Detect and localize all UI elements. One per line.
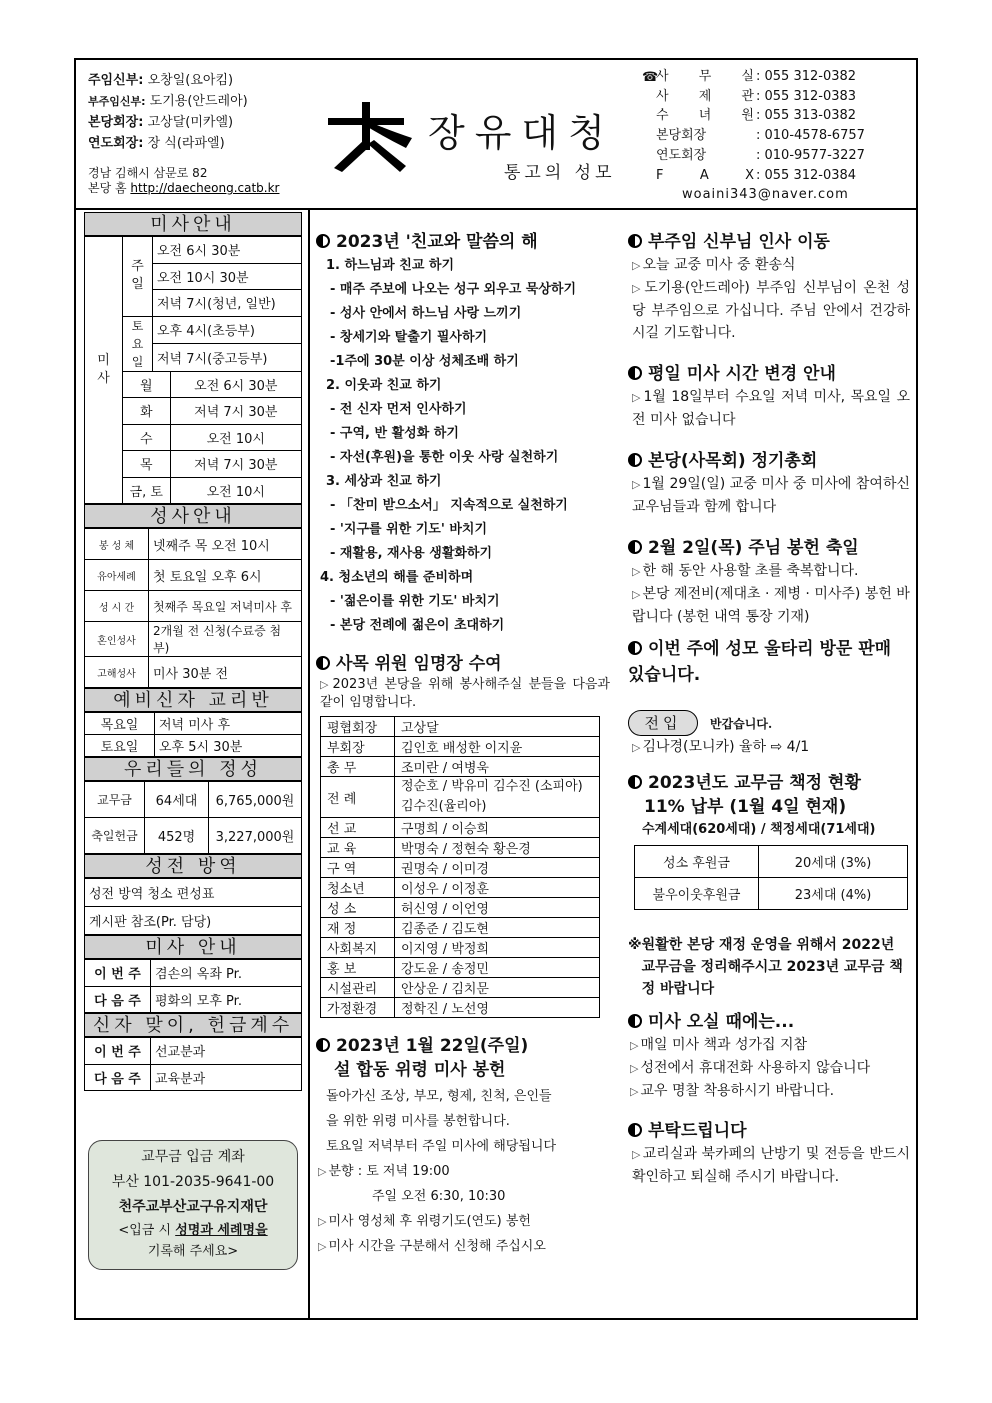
half-circle-icon bbox=[628, 453, 642, 467]
candlemas-title: 2월 2일(목) 주님 봉헌 축일 bbox=[628, 536, 910, 560]
appoint-names: 이지영 / 박정희 bbox=[395, 938, 600, 958]
contact-list bbox=[642, 67, 865, 205]
catechism-time: 오후 5시 30분 bbox=[155, 735, 302, 757]
sacrament-name: 고해성사 bbox=[85, 657, 149, 688]
appoint-role: 청소년 bbox=[321, 878, 395, 898]
clergy-name: 도기용(안드레아) bbox=[149, 94, 248, 109]
appoint-role: 교 육 bbox=[321, 838, 395, 858]
mass-time: 오후 4시(초등부) bbox=[153, 316, 302, 344]
weekday-time: 오전 10시 bbox=[170, 424, 301, 451]
offering-name: 교무금 bbox=[85, 782, 145, 818]
account-holder: 천주교부산교구유지재단 bbox=[118, 1199, 268, 1215]
appoint-role: 총 무 bbox=[321, 757, 395, 777]
appoint-role: 구 역 bbox=[321, 858, 395, 878]
weekday-label: 금, 토 bbox=[123, 477, 171, 504]
bulletin-frame bbox=[74, 58, 918, 1320]
request-text: 교리실과 북카페의 난방기 및 전등을 반드시 확인하고 퇴실해 주시기 바랍니다. bbox=[632, 1146, 910, 1185]
welcome-when: 이 번 주 bbox=[85, 1038, 151, 1065]
bulletin-header bbox=[76, 60, 916, 210]
address: 경남 김해시 삼문로 82 bbox=[88, 166, 208, 180]
sacrament-value: 넷째주 목 오전 10시 bbox=[149, 529, 302, 560]
appoint-role: 선 교 bbox=[321, 818, 395, 838]
sale-notice: 이번 주에 성모 울타리 방문 판매 있습니다. bbox=[628, 639, 892, 685]
catechism-time: 저녁 미사 후 bbox=[155, 713, 302, 735]
sacrament-table bbox=[84, 528, 302, 688]
mass-time: 오전 10시 30분 bbox=[153, 263, 302, 290]
transfer-badge: 전입 bbox=[628, 710, 698, 736]
guide-who: 겸손의 옥좌 Pr. bbox=[151, 960, 302, 987]
weekday-change-title: 평일 미사 시간 변경 안내 bbox=[628, 362, 910, 386]
appoint-names: 고상달 bbox=[395, 717, 600, 737]
weekday-label: 화 bbox=[123, 398, 171, 425]
general-meeting-title: 본당(사목회) 정기총회 bbox=[628, 449, 910, 473]
half-circle-icon bbox=[316, 234, 330, 248]
guard-table bbox=[84, 878, 302, 935]
contact-row: 연도회장 : 010-9577-3227 bbox=[656, 147, 865, 163]
theme-title: 2023년 '친교와 말씀의 해 bbox=[316, 230, 616, 254]
contact-row: 수 녀 원 : 055 313-0382 bbox=[656, 108, 857, 124]
appoint-names: 안상운 / 김치문 bbox=[395, 978, 600, 998]
farewell-text: 오늘 교중 미사 중 환송식 bbox=[642, 257, 796, 273]
half-circle-icon bbox=[316, 1038, 330, 1052]
weekday-label: 수 bbox=[123, 424, 171, 451]
contact-row: F A X : 055 312-0384 bbox=[656, 167, 857, 183]
clergy-name: 장 식(라파엘) bbox=[147, 136, 225, 151]
homepage-link[interactable]: http://daecheong.catb.kr bbox=[130, 181, 280, 195]
half-circle-icon bbox=[628, 1014, 642, 1028]
guard-item: 게시판 참조(Pr. 담당) bbox=[85, 907, 302, 935]
theme-list: 1. 하느님과 친교 하기 - 매주 주보에 나오는 성구 외우고 묵상하기 - 성사 안에서 하느님 사랑 느끼기 - 창세기와 탈출기 필사하기 -1주에 30분 이상 성체조배 하기 2. 이웃과 친교 하기 - 전 신자 먼저 인사하기 - 구역, 반 활성화 하기 - 자선(후원)을 통한 이웃 사랑 실천하기 3. 세상과 친교 하기 - 「찬미 받으소서」 지속적으로 실천하기 - '지구를 위한 기도' 바치기 - 재활용, 재사용 생활화하기 4. 청소년의 해를 준비하며 - '젊은이를 위한 기도' 바치기 - 본당 전례에 젊은이 초대하기 bbox=[320, 258, 577, 633]
appoint-role: 부회장 bbox=[321, 737, 395, 757]
saturday-label: 토 요 일 bbox=[123, 316, 153, 371]
offering-amount: 6,765,000원 bbox=[209, 782, 302, 818]
dues-value: 20세대 (3%) bbox=[759, 846, 908, 878]
offering-amount: 3,227,000원 bbox=[209, 818, 302, 854]
appoint-role: 성 소 bbox=[321, 898, 395, 918]
offering-count: 64세대 bbox=[145, 782, 209, 818]
left-column bbox=[84, 212, 302, 1091]
contact-row: 사 제 관 : 055 312-0383 bbox=[656, 88, 857, 104]
welcome-who: 교육분과 bbox=[151, 1064, 302, 1091]
transfer-text: 김나경(모니카) 율하 ⇨ 4/1 bbox=[642, 739, 810, 755]
dues-table bbox=[634, 845, 908, 910]
candlemas-text: 한 해 동안 사용할 초를 축복합니다. bbox=[642, 563, 859, 579]
guide-when: 이 번 주 bbox=[85, 960, 151, 987]
finance-notice: ※ 원활한 본당 재정 운영을 위해서 2022년 교무금을 정리해주시고 2023년 교무금 책정 바랍니다 bbox=[628, 937, 903, 997]
mass-come-item: 성전에서 휴대전화 사용하지 않습니다 bbox=[640, 1060, 871, 1076]
weekday-time: 저녁 7시 30분 bbox=[170, 451, 301, 478]
guard-heading: 성전 방역 bbox=[84, 854, 302, 878]
right-column: 부주임 신부님 인사 이동 ▷ 오늘 교중 미사 중 환송식 ▷ 도기용(안드레아) 부주임 신부님이 온천 성당 부주임으로 가십니다. 주님 안에서 건강하시길 기도합니다. 평일 미사 시간 변경 안내 ▷ 1월 18일부터 수요일 저녁 미사, 목요일 오전 미사 없습니다 본당(사목회) 정기총회 ▷ 1월 29일(일) 교중 미사 중 미사에 참여하신 교우님들과 함께 합니다 2월 2일(목) 주님 봉헌 축일 ▷ 한 해 동안 사용할 초를 축복합니다. ▷ 본당 제전비(제대초 · 제병 · 미사주) 봉헌 바랍니다 (봉헌 내역 통장 기재) 이번 주에 성모 울타리 방문 판매 있습니다. 전입 반갑습니다. ▷ 김나경(모니카) 율하 ⇨ 4/1 2023년도 교무금 책정 현황 11% 납부 (1월 4일 현재) 수계세대(620세대) / 책정세대(71세대) 성소 후원금 20세대 (3%) 불우이웃후원금 23세대 (4%) ※ 원활한 본당 재정 운영을 위해서 2022년 교무금을 정리해주시고 2023년 교무금 책정 바랍니다 미사 오실 때에는... ▷ 매일 미사 책과 성가집 지참 ▷ 성전에서 휴대전화 사용하지 않습니다 ▷ 교우 명찰 착용하시기 바랍니다. 부탁드립니다 ▷ 교리실과 북카페의 난방기 및 전등을 반드시 확인하고 퇴실해 주시기 바랍니다. bbox=[628, 232, 910, 1185]
guide-when: 다 음 주 bbox=[85, 986, 151, 1013]
contact-row: 본당회장 : 010-4578-6757 bbox=[656, 128, 865, 144]
welcome-table bbox=[84, 1037, 302, 1091]
memorial-title: 2023년 1월 22일(주일) bbox=[316, 1034, 616, 1058]
appoint-names: 김인호 배성한 이지윤 bbox=[395, 737, 600, 757]
catechism-day: 목요일 bbox=[85, 713, 155, 735]
offering-heading: 우리들의 정성 bbox=[84, 757, 302, 781]
half-circle-icon bbox=[628, 641, 642, 655]
sacrament-name: 혼인성사 bbox=[85, 622, 149, 657]
mass-guide-table bbox=[84, 959, 302, 1013]
memorial-body: 돌아가신 조상, 부모, 형제, 친척, 은인들 을 위한 위령 미사를 봉헌합니다. 토요일 저녁부터 주일 미사에 해당됩니다 ▷ 분향 : 토 저녁 19:00 주일 오전 6:30, 10:30 ▷ 미사 영성체 후 위령기도(연도) 봉헌 ▷ 미사 시간을 구분해서 신청해 주십시오 bbox=[318, 1089, 557, 1254]
appoint-role: 재 정 bbox=[321, 918, 395, 938]
sacrament-value: 첫째주 목요일 저녁미사 후 bbox=[149, 591, 302, 622]
candlemas-text: 본당 제전비(제대초 · 제병 · 미사주) 봉헌 바랍니다 (봉헌 내역 통장 기재) bbox=[632, 586, 910, 625]
appoint-names: 권명숙 / 이미경 bbox=[395, 858, 600, 878]
mass-come-item: 매일 미사 책과 성가집 지참 bbox=[640, 1037, 808, 1053]
farewell-title: 부주임 신부님 인사 이동 bbox=[628, 230, 910, 254]
transfer-welcome: 반갑습니다. bbox=[710, 716, 773, 731]
dues-name: 성소 후원금 bbox=[635, 846, 759, 878]
weekday-label: 목 bbox=[123, 451, 171, 478]
weekday-time: 저녁 7시 30분 bbox=[170, 398, 301, 425]
catechism-heading: 예비신자 교리반 bbox=[84, 688, 302, 712]
half-circle-icon bbox=[628, 366, 642, 380]
bank-account-box: 교무금 입금 계좌 부산 101-2035-9641-00 천주교부산교구유지재단 <입금 시 성명과 세례명을 기록해 주세요> bbox=[88, 1140, 298, 1270]
sacrament-name: 성 시 간 bbox=[85, 591, 149, 622]
appoint-role: 홍 보 bbox=[321, 958, 395, 978]
catechism-table bbox=[84, 712, 302, 757]
clergy-name: 오창일(요아킴) bbox=[147, 73, 234, 88]
catechism-day: 토요일 bbox=[85, 735, 155, 757]
appointment-table bbox=[320, 716, 600, 1018]
dues-name: 불우이웃후원금 bbox=[635, 878, 759, 910]
mass-schedule-heading: 미사안내 bbox=[84, 212, 302, 236]
appoint-names: 정학진 / 노선영 bbox=[395, 998, 600, 1018]
appoint-role: 사회복지 bbox=[321, 938, 395, 958]
weekday-change-text: 1월 18일부터 수요일 저녁 미사, 목요일 오전 미사 없습니다 bbox=[632, 389, 910, 428]
appoint-role: 가정환경 bbox=[321, 998, 395, 1018]
clergy-role: 부주임신부: bbox=[88, 95, 146, 108]
weekday-time: 오전 10시 bbox=[170, 477, 301, 504]
half-circle-icon bbox=[628, 234, 642, 248]
mass-label: 미 사 bbox=[85, 237, 123, 504]
dues-value: 23세대 (4%) bbox=[759, 878, 908, 910]
homepage-label: 본당 홈 bbox=[88, 181, 127, 195]
phone-icon: ☎ bbox=[642, 70, 659, 85]
appoint-role: 시설관리 bbox=[321, 978, 395, 998]
appoint-names: 이성우 / 이정훈 bbox=[395, 878, 600, 898]
welcome-when: 다 음 주 bbox=[85, 1064, 151, 1091]
half-circle-icon bbox=[628, 540, 642, 554]
transfer-row bbox=[628, 710, 910, 736]
address-block bbox=[88, 166, 279, 196]
sacrament-value: 2개월 전 신청(수료증 첨부) bbox=[149, 622, 302, 657]
guard-item: 성전 방역 청소 편성표 bbox=[85, 879, 302, 907]
guide-who: 평화의 모후 Pr. bbox=[151, 986, 302, 1013]
general-meeting-text: 1월 29일(일) 교중 미사 중 미사에 참여하신 교우님들과 함께 합니다 bbox=[632, 476, 910, 515]
contact-row: 사 무 실 : 055 312-0382 bbox=[656, 69, 857, 84]
dues-title: 2023년도 교무금 책정 현황 bbox=[628, 771, 910, 795]
appoint-names: 조미란 / 여병욱 bbox=[395, 757, 600, 777]
mass-time: 저녁 7시(중고등부) bbox=[153, 344, 302, 372]
sacrament-heading: 성사안내 bbox=[84, 504, 302, 528]
parish-title: 장유대청 bbox=[428, 111, 615, 155]
dues-sub: 수계세대(620세대) / 책정세대(71세대) bbox=[642, 822, 876, 837]
appoint-names: 김종준 / 김도현 bbox=[395, 918, 600, 938]
account-note-emph: 성명과 세례명을 bbox=[175, 1223, 268, 1238]
weekday-time: 오전 6시 30분 bbox=[170, 371, 301, 398]
farewell-text: 도기용(안드레아) 부주임 신부님이 온천 성당 부주임으로 가십니다. 주님 안에서 건강하시길 기도합니다. bbox=[632, 280, 910, 341]
dues-rate: 11% 납부 (1월 4일 현재) bbox=[644, 797, 847, 817]
appoint-names: 강도윤 / 송정민 bbox=[395, 958, 600, 978]
email-link[interactable]: woaini343@naver.com bbox=[682, 187, 849, 203]
clergy-name: 고상달(미카엘) bbox=[147, 115, 234, 130]
account-note: 기록해 주세요> bbox=[147, 1244, 239, 1259]
appoint-names: 구명희 / 이승희 bbox=[395, 818, 600, 838]
weekday-label: 월 bbox=[123, 371, 171, 398]
half-circle-icon bbox=[316, 656, 330, 670]
appoint-role: 평협회장 bbox=[321, 717, 395, 737]
clergy-list bbox=[88, 70, 248, 154]
mass-guide-heading: 미사 안내 bbox=[84, 935, 302, 959]
cross-logo-icon bbox=[326, 100, 436, 180]
welcome-who: 선교분과 bbox=[151, 1038, 302, 1065]
clergy-role: 연도회장: bbox=[88, 136, 144, 151]
mass-come-item: 교우 명찰 착용하시기 바랍니다. bbox=[640, 1083, 835, 1099]
appoint-names: 박명숙 / 정현숙 황은경 bbox=[395, 838, 600, 858]
mass-schedule-table bbox=[84, 236, 302, 504]
half-circle-icon bbox=[628, 775, 642, 789]
clergy-role: 본당회장: bbox=[88, 115, 144, 130]
mass-time: 오전 6시 30분 bbox=[153, 237, 302, 264]
middle-column bbox=[316, 212, 616, 1259]
welcome-heading: 신자 맞이, 헌금계수 bbox=[84, 1013, 302, 1037]
sacrament-name: 유아세례 bbox=[85, 560, 149, 591]
mass-come-title: 미사 오실 때에는... bbox=[628, 1010, 910, 1034]
mass-time: 저녁 7시(청년, 일반) bbox=[153, 290, 302, 317]
appoint-names: 정순호 / 박유미 김수진 (소피아) 김수진(율리아) bbox=[395, 777, 600, 818]
sunday-label: 주 일 bbox=[123, 237, 153, 317]
sacrament-name: 봉 성 체 bbox=[85, 529, 149, 560]
appoint-role: 전 례 bbox=[321, 777, 395, 818]
appoint-names: 허신영 / 이언영 bbox=[395, 898, 600, 918]
sacrament-value: 첫 토요일 오후 6시 bbox=[149, 560, 302, 591]
memorial-subtitle: 설 합동 위령 미사 봉헌 bbox=[334, 1060, 506, 1080]
half-circle-icon bbox=[628, 1123, 642, 1137]
appoint-title: 사목 위원 임명장 수여 bbox=[316, 652, 616, 676]
account-number: 부산 101-2035-9641-00 bbox=[111, 1174, 275, 1190]
parish-subtitle: 통고의 성모 bbox=[504, 163, 616, 183]
appoint-intro: ▷ 2023년 본당을 위해 봉사해주실 분들을 다음과 같이 임명합니다. bbox=[320, 677, 610, 710]
offering-table bbox=[84, 781, 302, 854]
offering-name: 축일헌금 bbox=[85, 818, 145, 854]
clergy-role: 주임신부: bbox=[88, 73, 144, 88]
account-title: 교무금 입금 계좌 bbox=[141, 1149, 245, 1165]
column-divider bbox=[308, 210, 310, 1318]
request-title: 부탁드립니다 bbox=[628, 1119, 910, 1143]
sacrament-value: 미사 30분 전 bbox=[149, 657, 302, 688]
offering-count: 452명 bbox=[145, 818, 209, 854]
